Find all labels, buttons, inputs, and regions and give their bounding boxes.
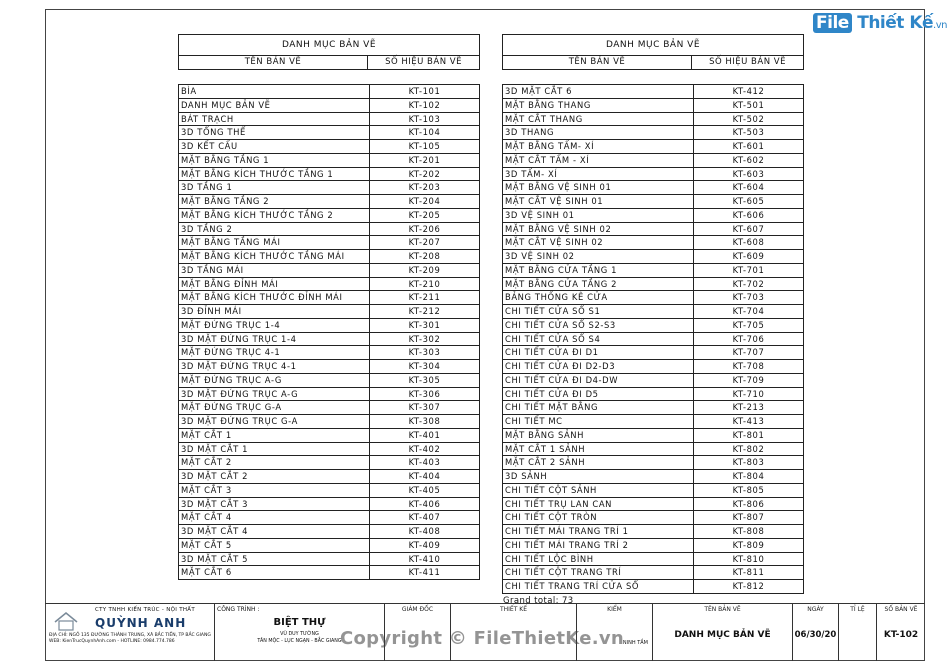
table-row <box>178 181 480 195</box>
column-header-code: SỐ HIỆU BẢN VẼ <box>385 57 462 67</box>
drawing-code-cell: KT-403 <box>408 457 441 468</box>
table-row <box>178 250 480 264</box>
drawing-name-cell: MẶT CẮT 4 <box>179 511 370 524</box>
drawing-code-cell: KT-203 <box>408 182 441 193</box>
drawing-name-cell: MẶT BẰNG KÍCH THƯỚC TẦNG 1 <box>179 168 370 181</box>
sheet-number-cell: SỐ BẢN VẼ KT-102 <box>877 604 925 661</box>
table-row <box>178 553 480 567</box>
table-row <box>502 85 804 99</box>
drawing-code-cell: KT-212 <box>408 306 441 316</box>
company-address: ĐỊA CHỈ: NGÕ 135 ĐƯỜNG THÀNH TRUNG, XÃ BẮC TIẾN, TP BẮC GIANG WEB: KienTrucQuynhAnh.com - HOTLINE: 0984.774.786 <box>49 633 211 644</box>
drawing-code-cell: KT-601 <box>732 141 765 151</box>
table-row <box>178 498 480 512</box>
table-row <box>502 511 804 525</box>
table-row <box>502 553 804 567</box>
drawing-name-cell: MẶT ĐỨNG TRỤC 4-1 <box>179 346 370 359</box>
drawing-name-cell: BẢNG THỐNG KÊ CỬA <box>503 291 694 304</box>
drawing-code-cell: KT-406 <box>408 498 441 509</box>
drawing-code-cell: KT-606 <box>732 209 765 220</box>
drawing-code-cell: KT-208 <box>408 251 441 261</box>
table-rows <box>502 84 804 594</box>
table-row <box>178 388 480 402</box>
drawing-code-cell: KT-604 <box>732 182 765 193</box>
company-logo-block <box>45 604 215 661</box>
table-row <box>502 429 804 443</box>
table-row <box>178 236 480 250</box>
table-row <box>502 346 804 360</box>
drawing-name-cell: MẶT BẰNG KÍCH THƯỚC TẦNG MÁI <box>179 250 370 263</box>
drawing-code-cell: KT-602 <box>732 154 765 165</box>
drawing-code-cell: KT-607 <box>732 223 765 234</box>
drawing-name-cell: MẶT CẮT VỆ SINH 02 <box>503 236 694 249</box>
drawing-code-cell: KT-708 <box>732 361 765 371</box>
drawing-name-cell: MẶT BẰNG ĐỈNH MÁI <box>179 278 370 291</box>
drawing-code-cell: KT-704 <box>732 306 765 316</box>
drawing-name-cell: MẶT CẮT 2 <box>179 456 370 469</box>
table-row <box>502 401 804 415</box>
table-row <box>178 85 480 99</box>
drawing-code-cell: KT-210 <box>408 278 441 289</box>
drawing-name-cell: 3D TẦNG 2 <box>179 223 370 236</box>
project-name: BIỆT THỰ <box>273 617 326 628</box>
table-row <box>502 209 804 223</box>
table-row <box>178 374 480 388</box>
table-title: DANH MỤC BẢN VẼ <box>502 34 804 56</box>
drawing-code-cell: KT-603 <box>732 168 765 179</box>
drawing-code-cell: KT-810 <box>732 553 765 564</box>
director-cell: GIÁM ĐỐC <box>385 604 451 661</box>
drawing-code-cell: KT-806 <box>732 498 765 509</box>
drawing-code-cell: KT-709 <box>732 374 765 385</box>
column-header-name: TÊN BẢN VẼ <box>179 56 368 69</box>
table-rows <box>178 84 480 580</box>
table-header <box>502 56 804 70</box>
drawing-code-cell: KT-707 <box>732 347 765 358</box>
drawing-code-cell: KT-402 <box>408 443 441 454</box>
table-row <box>502 195 804 209</box>
drawing-code-cell: KT-401 <box>408 429 441 440</box>
drawing-name-cell: CHI TIẾT CỬA ĐI D5 <box>503 388 694 401</box>
company-name: QUỲNH ANH <box>95 616 187 630</box>
drawing-code-cell: KT-105 <box>408 141 441 151</box>
drawing-name-cell: MẶT BẰNG CỬA TẦNG 2 <box>503 278 694 291</box>
drawing-name-cell: 3D TẦNG MÁI <box>179 264 370 277</box>
date-value: 06/30/20 <box>794 630 837 640</box>
table-row <box>178 484 480 498</box>
drawing-code-cell: KT-204 <box>408 196 441 206</box>
drawing-name-cell: MẶT CẮT 1 <box>179 429 370 442</box>
drawing-name-cell: CHI TIẾT LỘC BÌNH <box>503 553 694 566</box>
table-row <box>502 484 804 498</box>
table-row <box>502 580 804 594</box>
drawing-code-cell: KT-702 <box>732 278 765 289</box>
grand-total: Grand total: 73 <box>503 596 574 606</box>
table-row <box>502 333 804 347</box>
table-row <box>178 305 480 319</box>
table-row <box>502 168 804 182</box>
drawing-name-cell: BÌA <box>179 85 370 98</box>
date-cell: NGÀY 06/30/20 <box>793 604 839 661</box>
drawing-code-cell: KT-705 <box>732 319 765 330</box>
drawing-code-cell: KT-307 <box>408 402 441 413</box>
drawing-name-cell: CHI TIẾT CỬA SỔ S1 <box>503 305 694 318</box>
table-row <box>502 181 804 195</box>
drawing-code-cell: KT-305 <box>408 374 441 385</box>
drawing-name-cell: MẶT ĐỨNG TRỤC G-A <box>179 401 370 414</box>
drawing-name-cell: MẶT BẰNG CỬA TẦNG 1 <box>503 264 694 277</box>
drawing-name-cell: 3D VỆ SINH 01 <box>503 209 694 222</box>
scale-cell: TỈ LỆ <box>839 604 877 661</box>
drawing-code-cell: KT-609 <box>732 251 765 261</box>
checker-cell: KIỂM NINH TẦM <box>577 604 653 661</box>
table-row <box>178 168 480 182</box>
table-row <box>178 456 480 470</box>
watermark-logo: File Thiết Kế.vn <box>813 13 947 33</box>
drawing-name-cell: MẶT BẰNG THANG <box>503 99 694 112</box>
drawing-code-cell: KT-101 <box>408 86 441 96</box>
drawing-code-cell: KT-802 <box>732 443 765 454</box>
copyright-watermark: Copyright © FileThietKe.vn <box>340 628 625 649</box>
table-row <box>178 195 480 209</box>
drawing-name-cell: TÊN BẢN VẼ DANH MỤC BẢN VẼ <box>653 604 793 661</box>
drawing-name-cell: DANH MỤC BẢN VẼ <box>179 99 370 112</box>
drawing-name-cell: 3D VỆ SINH 02 <box>503 250 694 263</box>
drawing-code-cell: KT-304 <box>408 361 441 371</box>
drawing-code-cell: KT-812 <box>732 581 765 591</box>
table-header <box>178 56 480 70</box>
table-row <box>178 113 480 127</box>
drawing-code-cell: KT-102 <box>408 99 441 110</box>
drawing-name-cell: 3D MẶT ĐỨNG TRỤC 4-1 <box>179 360 370 373</box>
table-row <box>178 140 480 154</box>
drawing-list-table-left <box>178 34 480 578</box>
table-row <box>178 525 480 539</box>
drawing-name-cell: BÁT TRẠCH <box>179 113 370 126</box>
table-row <box>502 113 804 127</box>
table-row <box>178 209 480 223</box>
drawing-name-cell: MẶT CẮT 3 <box>179 484 370 497</box>
drawing-code-cell: KT-301 <box>408 319 441 330</box>
table-row <box>502 291 804 305</box>
drawing-code-cell: KT-706 <box>732 333 765 344</box>
drawing-name-cell: CHI TIẾT TRỤ LAN CAN <box>503 498 694 511</box>
drawing-name-cell: 3D MẶT CẮT 4 <box>179 525 370 538</box>
drawing-code-cell: KT-703 <box>732 292 765 303</box>
table-row <box>502 498 804 512</box>
drawing-code-cell: KT-308 <box>408 416 441 426</box>
drawing-code-cell: KT-413 <box>732 416 765 426</box>
drawing-code-cell: KT-209 <box>408 264 441 275</box>
table-row <box>178 566 480 580</box>
drawing-code-cell: KT-404 <box>408 471 441 481</box>
table-row <box>502 388 804 402</box>
table-row <box>502 456 804 470</box>
drawing-code-cell: KT-801 <box>732 429 765 440</box>
drawing-code-cell: KT-811 <box>732 567 765 578</box>
table-row <box>502 374 804 388</box>
drawing-name-cell: 3D ĐỈNH MÁI <box>179 305 370 318</box>
table-row <box>502 264 804 278</box>
table-row <box>178 264 480 278</box>
drawing-name-cell: MẶT CẮT 1 SẢNH <box>503 443 694 456</box>
drawing-code-cell: KT-808 <box>732 526 765 536</box>
table-row <box>502 278 804 292</box>
table-row <box>178 415 480 429</box>
drawing-name-cell: 3D MẶT CẮT 6 <box>503 85 694 98</box>
drawing-name-cell: 3D TẤM- XÍ <box>503 168 694 181</box>
drawing-name-cell: MẶT BẰNG SẢNH <box>503 429 694 442</box>
table-row <box>178 126 480 140</box>
company-type: CTY TNHH KIẾN TRÚC - NỘI THẤT <box>95 607 196 613</box>
drawing-name-cell: MẶT CẮT TẤM - XÍ <box>503 154 694 167</box>
drawing-name-cell: MẶT CẮT 5 <box>179 539 370 552</box>
drawing-code-cell: KT-206 <box>408 223 441 234</box>
table-row <box>502 99 804 113</box>
drawing-name-cell: MẶT CẮT 2 SẢNH <box>503 456 694 469</box>
drawing-code-cell: KT-202 <box>408 168 441 179</box>
drawing-code-cell: KT-205 <box>408 209 441 220</box>
drawing-code-cell: KT-409 <box>408 539 441 550</box>
table-row <box>178 99 480 113</box>
drawing-code-cell: KT-211 <box>408 292 441 303</box>
house-logo-icon <box>53 610 79 632</box>
drawing-name-cell: MẶT CẮT THANG <box>503 113 694 126</box>
drawing-name-cell: MẶT ĐỨNG TRỤC A-G <box>179 374 370 387</box>
drawing-name-cell: MẶT ĐỨNG TRỤC 1-4 <box>179 319 370 332</box>
drawing-name-cell: 3D MẶT ĐỨNG TRỤC 1-4 <box>179 333 370 346</box>
drawing-list-table-right <box>502 34 804 591</box>
drawing-name-cell: 3D MẶT ĐỨNG TRỤC G-A <box>179 415 370 428</box>
drawing-code-cell: KT-408 <box>408 526 441 536</box>
table-row <box>502 470 804 484</box>
drawing-code-cell: KT-608 <box>732 237 765 248</box>
drawing-code-cell: KT-411 <box>408 567 441 578</box>
drawing-code-cell: KT-410 <box>408 553 441 564</box>
table-row <box>502 566 804 580</box>
drawing-code-cell: KT-302 <box>408 333 441 344</box>
table-row <box>502 525 804 539</box>
table-row <box>502 236 804 250</box>
table-row <box>178 333 480 347</box>
drawing-name-cell: MẶT BẰNG VỆ SINH 02 <box>503 223 694 236</box>
table-row <box>178 401 480 415</box>
drawing-name-cell: 3D SẢNH <box>503 470 694 483</box>
drawing-code-cell: KT-710 <box>732 388 765 399</box>
drawing-name-cell: CHI TIẾT CỬA ĐI D2-D3 <box>503 360 694 373</box>
drawing-name-cell: CHI TIẾT MÁI TRANG TRÍ 1 <box>503 525 694 538</box>
project-label: CÔNG TRÌNH : <box>217 606 260 613</box>
drawing-code-cell: KT-503 <box>732 127 765 138</box>
drawing-name-cell: MẶT BẰNG TẦNG 2 <box>179 195 370 208</box>
drawing-name-cell: MẶT BẰNG TẦNG MÁI <box>179 236 370 249</box>
table-row <box>502 539 804 553</box>
drawing-name-cell: 3D MẶT CẮT 1 <box>179 443 370 456</box>
designer-cell: THIẾT KẾ <box>451 604 577 661</box>
drawing-code-cell: KT-809 <box>732 539 765 550</box>
drawing-name-cell: MẶT BẰNG TẤM- XÍ <box>503 140 694 153</box>
table-row <box>502 305 804 319</box>
table-row <box>502 415 804 429</box>
drawing-name-cell: MẶT BẰNG KÍCH THƯỚC ĐỈNH MÁI <box>179 291 370 304</box>
column-header-code: SỐ HIỆU BẢN VẼ <box>709 57 786 67</box>
table-row <box>502 223 804 237</box>
table-row <box>502 443 804 457</box>
table-row <box>502 360 804 374</box>
drawing-code-cell: KT-805 <box>732 484 765 495</box>
drawing-code-cell: KT-701 <box>732 264 765 275</box>
drawing-name-cell: CHI TIẾT MÁI TRANG TRÍ 2 <box>503 539 694 552</box>
sheet-number: KT-102 <box>883 630 919 640</box>
table-row <box>178 346 480 360</box>
drawing-name-cell: CHI TIẾT CỘT TRANG TRÍ <box>503 566 694 579</box>
table-row <box>178 154 480 168</box>
drawing-name-cell: CHI TIẾT MẶT BẰNG <box>503 401 694 414</box>
drawing-name-cell: 3D MẶT CẮT 2 <box>179 470 370 483</box>
table-row <box>502 126 804 140</box>
drawing-code-cell: KT-807 <box>732 512 765 523</box>
project-owner: VŨ DUY TƯỜNG TÂN MỘC - LỤC NGẠN - BẮC GIANG <box>257 632 342 644</box>
drawing-name: DANH MỤC BẢN VẼ <box>674 630 771 640</box>
drawing-name-cell: CHI TIẾT CỘT SẢNH <box>503 484 694 497</box>
drawing-code-cell: KT-405 <box>408 484 441 495</box>
drawing-code-cell: KT-803 <box>732 457 765 468</box>
table-row <box>502 140 804 154</box>
table-row <box>178 278 480 292</box>
drawing-name-cell: CHI TIẾT CỬA SỔ S4 <box>503 333 694 346</box>
drawing-code-cell: KT-201 <box>408 154 441 165</box>
drawing-code-cell: KT-605 <box>732 196 765 206</box>
drawing-name-cell: 3D TỔNG THỂ <box>179 126 370 139</box>
drawing-code-cell: KT-303 <box>408 347 441 358</box>
drawing-code-cell: KT-207 <box>408 237 441 248</box>
drawing-name-cell: MẶT BẰNG VỆ SINH 01 <box>503 181 694 194</box>
table-row <box>178 511 480 525</box>
table-row <box>502 319 804 333</box>
drawing-name-cell: MẶT BẰNG KÍCH THƯỚC TẦNG 2 <box>179 209 370 222</box>
drawing-name-cell: CHI TIẾT TRANG TRÍ CỬA SỔ <box>503 580 694 593</box>
drawing-name-cell: CHI TIẾT CỬA ĐI D1 <box>503 346 694 359</box>
drawing-name-cell: 3D MẶT CẮT 3 <box>179 498 370 511</box>
table-row <box>178 319 480 333</box>
drawing-name-cell: CHI TIẾT MC <box>503 415 694 428</box>
table-row <box>502 154 804 168</box>
drawing-name-cell: 3D MẶT ĐỨNG TRỤC A-G <box>179 388 370 401</box>
drawing-code-cell: KT-412 <box>732 86 765 96</box>
drawing-name-cell: MẶT CẮT VỆ SINH 01 <box>503 195 694 208</box>
drawing-name-cell: 3D MẶT CẮT 5 <box>179 553 370 566</box>
table-row <box>178 539 480 553</box>
table-row <box>502 250 804 264</box>
table-row <box>178 223 480 237</box>
drawing-code-cell: KT-213 <box>732 402 765 413</box>
drawing-name-cell: MẶT BẰNG TẦNG 1 <box>179 154 370 167</box>
drawing-name-cell: CHI TIẾT CỬA ĐI D4-DW <box>503 374 694 387</box>
table-row <box>178 291 480 305</box>
column-header-name: TÊN BẢN VẼ <box>503 56 692 69</box>
table-row <box>178 470 480 484</box>
drawing-name-cell: 3D TẦNG 1 <box>179 181 370 194</box>
drawing-code-cell: KT-804 <box>732 471 765 481</box>
drawing-code-cell: KT-104 <box>408 127 441 138</box>
table-row <box>178 443 480 457</box>
drawing-name-cell: CHI TIẾT CỘT TRÒN <box>503 511 694 524</box>
drawing-code-cell: KT-103 <box>408 113 441 124</box>
drawing-name-cell: 3D THANG <box>503 126 694 139</box>
drawing-name-cell: MẶT CẮT 6 <box>179 566 370 579</box>
drawing-code-cell: KT-407 <box>408 512 441 523</box>
drawing-code-cell: KT-502 <box>732 113 765 124</box>
table-row <box>178 429 480 443</box>
table-title: DANH MỤC BẢN VẼ <box>178 34 480 56</box>
drawing-code-cell: KT-501 <box>732 99 765 110</box>
drawing-code-cell: KT-306 <box>408 388 441 399</box>
table-row <box>178 360 480 374</box>
drawing-name-cell: 3D KẾT CẤU <box>179 140 370 153</box>
drawing-name-cell: CHI TIẾT CỬA SỔ S2-S3 <box>503 319 694 332</box>
